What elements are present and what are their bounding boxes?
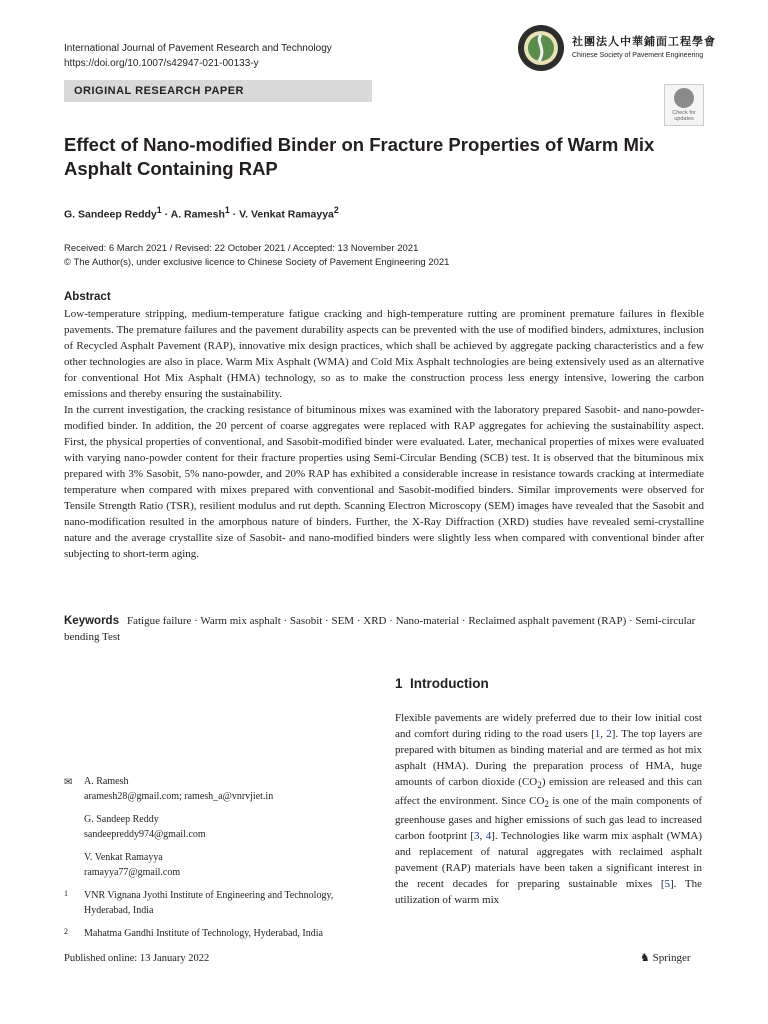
journal-name: International Journal of Pavement Research and Technology <box>64 43 332 54</box>
author-name: V. Venkat Ramayya <box>84 852 163 863</box>
author-name[interactable]: A. Ramesh <box>170 208 225 221</box>
correspondence-entry <box>64 812 374 842</box>
doi-link[interactable]: https://doi.org/10.1007/s42947-021-00133-y <box>64 58 259 69</box>
citation-link[interactable]: 3 <box>474 830 480 843</box>
author-list: G. Sandeep Reddy$^1$ · A. Ramesh$^1$ · V. Venkat Ramayya$^2$ <box>64 205 339 221</box>
intro-paragraph: Flexible pavements are widely preferred due to their low initial cost and comfort during riding to the road users [1, 2]. The top layers are prepared with bitumen as binding material and are termed as hot mix asphalt (HMA). During the preparation process of HMA, huge amounts of carbon dioxide $(CO_2)$ emission are released and this can affect the environment. Since $CO_2$ is one of the main components of greenhouse gases and higher emissions of such gas lead to increased carbon footprint [3, 4]. Technologies like warm mix asphalt (WMA) and replacement of natural aggregates with reclaimed asphalt pavement (RAP) materials have been taken a significant interest in the recent decades for preparing sustainable mixes [5]. The utilization of warm mix <box>395 712 703 907</box>
citation-link[interactable]: 1 <box>594 728 601 740</box>
author-email[interactable]: aramesh28@gmail.com; ramesh_a@vnrvjiet.in <box>84 791 274 802</box>
society-name-cn: 社團法人中華鋪面工程學會 <box>572 36 716 48</box>
citation-link[interactable]: 4 <box>485 830 492 843</box>
envelope-icon: ✉ <box>64 777 73 788</box>
check-for-updates-button[interactable]: Check for updates <box>664 84 704 126</box>
publisher-name: Springer <box>652 952 691 964</box>
published-date: Published online: 13 January 2022 <box>64 953 210 964</box>
author-name: G. Sandeep Reddy <box>84 814 159 825</box>
author-name[interactable]: V. Venkat Ramayya <box>239 208 334 221</box>
article-dates: Received: 6 March 2021 / Revised: 22 October 2021 / Accepted: 13 November 2021 <box>64 243 419 254</box>
author-name[interactable]: G. Sandeep Reddy <box>64 208 157 221</box>
journal-header <box>64 41 332 71</box>
correspondence-block <box>64 774 374 949</box>
keywords <box>64 613 704 645</box>
affiliation: 1 VNR Vignana Jyothi Institute of Engineering and Technology, Hyderabad, India <box>64 889 334 916</box>
check-updates-icon <box>674 88 694 108</box>
article-history <box>64 242 449 270</box>
copyright: © The Author(s), under exclusive licence to Chinese Society of Pavement Engineering 2021 <box>64 257 450 268</box>
publisher-logo <box>640 951 691 964</box>
abstract-paragraph: In the current investigation, the cracking resistance of bituminous mixes was examined with the laboratory prepared Sasobit- and nano-powder-modified binder. In addition, the 20 percent of coarse aggregates were replaced with RAP aggregates for achieving the sustainability aspect. First, the physical properties of conventional, and Sasobit-modified binder were evaluated. Later, mechanical properties of mixes were evaluated with varying nano-powder content for their fracture properties using Semi-Circular Bending (SCB) test. It is observed that the bituminous mix prepared with 3% Sasobit, 5% nano-powder, and 20% RAP has exhibited a considerable increase in resistance towards cracking at intermediate temperature when compared with mixes prepared with conventional and Sasobit-modified binders. Similar improvements were observed for Tensile Strength Ratio (TSR), resilient modulus and rut depth. Scanning Electron Microscopy (SEM) images have revealed that the Sasobit and nano-modification resulted in the amorphous nature of binders. Further, the X-Ray Diffraction (XRD) studies have revealed semi-crystalline nature and the average crystallite size of Sasobit- and nano-modified binders were slightly less when compared with conventional binder after subjecting to short-term aging. <box>64 404 704 560</box>
keywords-label: Keywords <box>64 615 119 627</box>
author-email[interactable]: sandeepreddy974@gmail.com <box>84 829 206 840</box>
correspondence-entry <box>64 850 374 880</box>
citation-link[interactable]: 2 <box>606 728 612 740</box>
society-logo <box>517 24 565 72</box>
section-heading: 1 Introduction <box>395 676 489 691</box>
keywords-text: Fatigue failure · Warm mix asphalt · Sasobit · SEM · XRD · Nano-material · Reclaimed asphalt pavement (RAP) · Semi-circular bending Test <box>64 615 696 643</box>
society-name-en: Chinese Society of Pavement Engineering <box>572 52 704 59</box>
society-name <box>572 33 716 59</box>
article-title: Effect of Nano-modified Binder on Fracture Properties of Warm Mix Asphalt Containing RAP <box>64 134 655 179</box>
abstract-paragraph: Low-temperature stripping, medium-temperature fatigue cracking and high-temperature rutting are prominent premature failures in flexible pavements. The premature failures and the pavement durability aspects can be prevented with the use of modified binders, admixtures, inclusion of Recycled Asphalt Pavement (RAP), innovative mix design practices, which shall be achieved by aggregate packing characteristics and a few other technologies are also in place. Warm Mix Asphalt (WMA) and Cold Mix Asphalt technologies are being extensively used as an alternative for conventional Hot Mix Asphalt (HMA) technology, so as to make the construction process less energy intensive, lowering the carbon emissions and thereby ensuring the sustainability. <box>64 308 704 400</box>
author-name: A. Ramesh <box>84 776 129 787</box>
affiliation: 2 Mahatma Gandhi Institute of Technology, Hyderabad, India <box>64 927 323 939</box>
abstract <box>64 306 704 562</box>
horse-icon: ♞ <box>640 952 650 964</box>
article-type-banner: ORIGINAL RESEARCH PAPER <box>64 80 372 102</box>
author-email[interactable]: ramayya77@gmail.com <box>84 867 181 878</box>
citation-link[interactable]: 5 <box>664 878 671 891</box>
correspondence-entry <box>64 774 374 804</box>
abstract-heading: Abstract <box>64 291 111 303</box>
